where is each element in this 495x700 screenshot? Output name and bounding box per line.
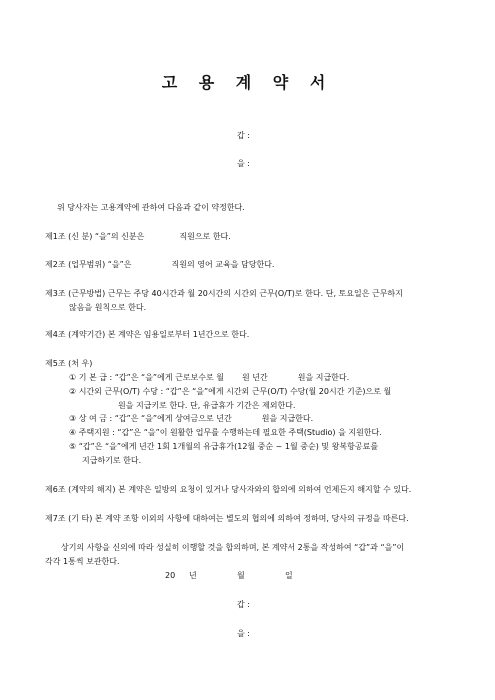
article-4: 제4조 (계약기간) 본 계약은 임용일로부터 1년간으로 한다. — [45, 330, 250, 339]
item-3-text-a: ③ 상 여 금 : “갑”은 “을”에게 상여금으로 년간 — [69, 414, 232, 423]
date-month-label: 월 — [237, 571, 245, 580]
intro-text: 위 당사자는 고용계약에 관하여 다음과 같이 약정한다. — [57, 203, 245, 212]
item-2-text: 원을 지급키로 한다. 단, 유급휴가 기간은 제외한다. — [118, 401, 296, 410]
item-1-text-a: ① 기 본 급 : “갑”은 “을”에게 근로보수로 월 — [69, 373, 224, 382]
article-1 — [45, 231, 231, 242]
date-year-label: 년 — [189, 571, 197, 580]
article-5-item-2-line-2 — [87, 400, 295, 411]
article-3-line-2: 않음을 원칙으로 한다. — [69, 303, 147, 312]
article-1-tail: 직원으로 한다. — [179, 232, 231, 241]
article-5-head: 제5조 (처 우) — [45, 359, 93, 368]
article-7: 제7조 (기 타) 본 계약 조항 이외의 사항에 대하여는 별도의 협의에 의하여 정하며, 당사의 규정을 따른다. — [45, 514, 409, 523]
article-5-item-1 — [69, 372, 349, 383]
article-1-head: 제1조 (신 분) “을”의 신분은 — [45, 232, 145, 241]
header-party-eul: 을 : — [237, 159, 250, 168]
article-2-head: 제2조 (업무범위) “을”은 — [45, 260, 132, 269]
footer-party-eul: 을 : — [237, 629, 250, 638]
article-5-item-4: ④ 주택지원 : “갑”은 “을”이 원활한 업무를 수행하는데 필요한 주택(Studio) 을 지원한다. — [69, 428, 382, 437]
article-2-tail: 직원의 영어 교육을 담당한다. — [171, 260, 275, 269]
item-1-text-b: 원 년간 — [241, 373, 268, 382]
article-3-line-1: 제3조 (근무방법) 근무는 주당 40시간과 월 20시간의 시간외 근무(O/T)로 한다. 단, 토요일은 근무하지 — [45, 289, 403, 298]
document-title: 고 용 계 약 서 — [161, 73, 334, 92]
article-5-item-5-line-2: 지급하기로 한다. — [82, 456, 142, 465]
header-party-gap: 갑 : — [237, 131, 250, 140]
date-day-label: 일 — [285, 571, 293, 580]
date-year-prefix: 20 — [165, 571, 176, 580]
article-5-item-3 — [69, 413, 313, 424]
item-3-text-b: 원을 지급한다. — [261, 414, 314, 423]
item-1-text-c: 원을 지급한다. — [297, 373, 350, 382]
closing-line-2: 각각 1통씩 보관한다. — [45, 557, 120, 566]
footer-party-gap: 갑 : — [237, 600, 250, 609]
closing-line-1: 상기의 사항을 신의에 따라 성실히 이행할 것을 합의하며, 본 계약서 2통을 작성하여 “갑”과 “을”이 — [61, 543, 405, 552]
article-5-item-2-line-1: ② 시간외 근무(O/T) 수당 : “갑”은 “을”에게 시간외 근무(O/T) 수당(월 20시간 기준)으로 월 — [69, 387, 392, 396]
article-5-item-5-line-1: ⑤ “갑”은 “을”에게 년간 1회 1개월의 유급휴가(12월 중순 ~ 1월 중순) 및 왕복항공료를 — [69, 442, 379, 451]
article-6: 제6조 (계약의 해지) 본 계약은 일방의 요청이 있거나 당사자와의 합의에 의하여 언제든지 해지할 수 있다. — [45, 485, 412, 494]
article-2 — [45, 259, 274, 270]
